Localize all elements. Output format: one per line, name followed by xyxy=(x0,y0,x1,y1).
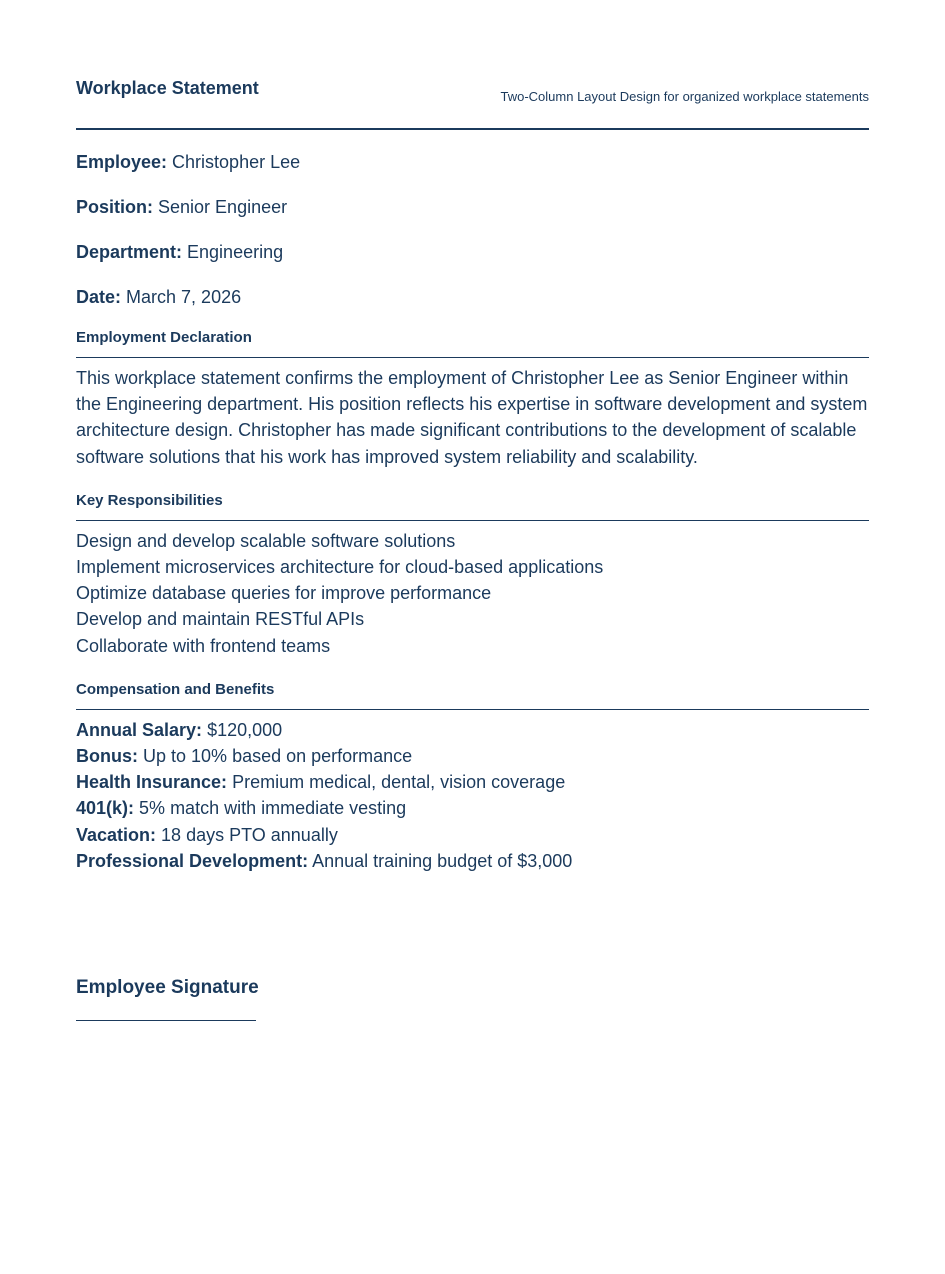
department-label: Department: xyxy=(76,242,183,262)
document-title: Workplace Statement xyxy=(76,78,259,98)
employee-row xyxy=(76,150,869,174)
benefit-value: Premium medical, dental, vision coverage xyxy=(232,772,566,793)
benefit-value: 18 days PTO annually xyxy=(161,824,338,845)
benefit-value: $120,000 xyxy=(207,719,283,740)
date-row xyxy=(76,285,869,309)
benefit-value: 5% match with immediate vesting xyxy=(139,798,407,819)
benefit-label: Health Insurance: xyxy=(76,772,228,793)
employee-label: Employee: xyxy=(76,152,168,172)
benefit-row-annual-salary xyxy=(76,717,869,743)
benefit-row-vacation xyxy=(76,822,869,848)
department-value: Engineering xyxy=(187,242,284,262)
department-row xyxy=(76,240,869,264)
benefit-row-health-insurance xyxy=(76,769,869,795)
position-row xyxy=(76,195,869,219)
list-item: Design and develop scalable software solutions xyxy=(76,530,456,551)
benefit-label: Vacation: xyxy=(76,824,157,845)
declaration-paragraph: This workplace statement confirms the employment of Christopher Lee as Senior Engineer within the Engineering department. His position reflects his expertise in software development and system architecture design. Christopher has made significant contributions to the development of scalable software solutions that his work has improved system reliability and scalability. xyxy=(76,368,868,467)
benefit-value: Annual training budget of $3,000 xyxy=(312,850,573,871)
section-body xyxy=(76,528,869,659)
benefit-row-401k xyxy=(76,795,869,821)
signature-line xyxy=(76,1020,256,1021)
benefit-label: Annual Salary: xyxy=(76,719,203,740)
employment-declaration-section xyxy=(76,329,869,470)
signature-block xyxy=(76,976,259,1021)
section-title: Compensation and Benefits xyxy=(76,681,869,710)
benefit-label: Bonus: xyxy=(76,746,138,767)
document-header xyxy=(76,0,869,130)
benefit-value: Up to 10% based on performance xyxy=(143,746,413,767)
signature-label: Employee Signature xyxy=(76,977,259,998)
section-body xyxy=(76,365,869,470)
date-label: Date: xyxy=(76,287,122,307)
section-body xyxy=(76,717,869,874)
benefit-label: Professional Development: xyxy=(76,850,309,871)
employee-info xyxy=(76,150,869,309)
list-item: Collaborate with frontend teams xyxy=(76,635,331,656)
position-value: Senior Engineer xyxy=(158,197,288,217)
list-item: Implement microservices architecture for cloud-based applications xyxy=(76,557,604,578)
responsibilities-list xyxy=(76,528,869,659)
list-item: Develop and maintain RESTful APIs xyxy=(76,609,365,630)
benefit-row-professional-development xyxy=(76,848,869,874)
date-value: March 7, 2026 xyxy=(126,287,242,307)
compensation-benefits-section xyxy=(76,681,869,874)
document-subtitle: Two-Column Layout Design for organized workplace statements xyxy=(500,89,869,104)
benefit-row-bonus xyxy=(76,743,869,769)
list-item: Optimize database queries for improve performance xyxy=(76,583,492,604)
benefit-label: 401(k): xyxy=(76,798,135,819)
key-responsibilities-section xyxy=(76,492,869,659)
position-label: Position: xyxy=(76,197,153,217)
section-title: Employment Declaration xyxy=(76,329,869,358)
section-title: Key Responsibilities xyxy=(76,492,869,521)
employee-value: Christopher Lee xyxy=(172,152,301,172)
